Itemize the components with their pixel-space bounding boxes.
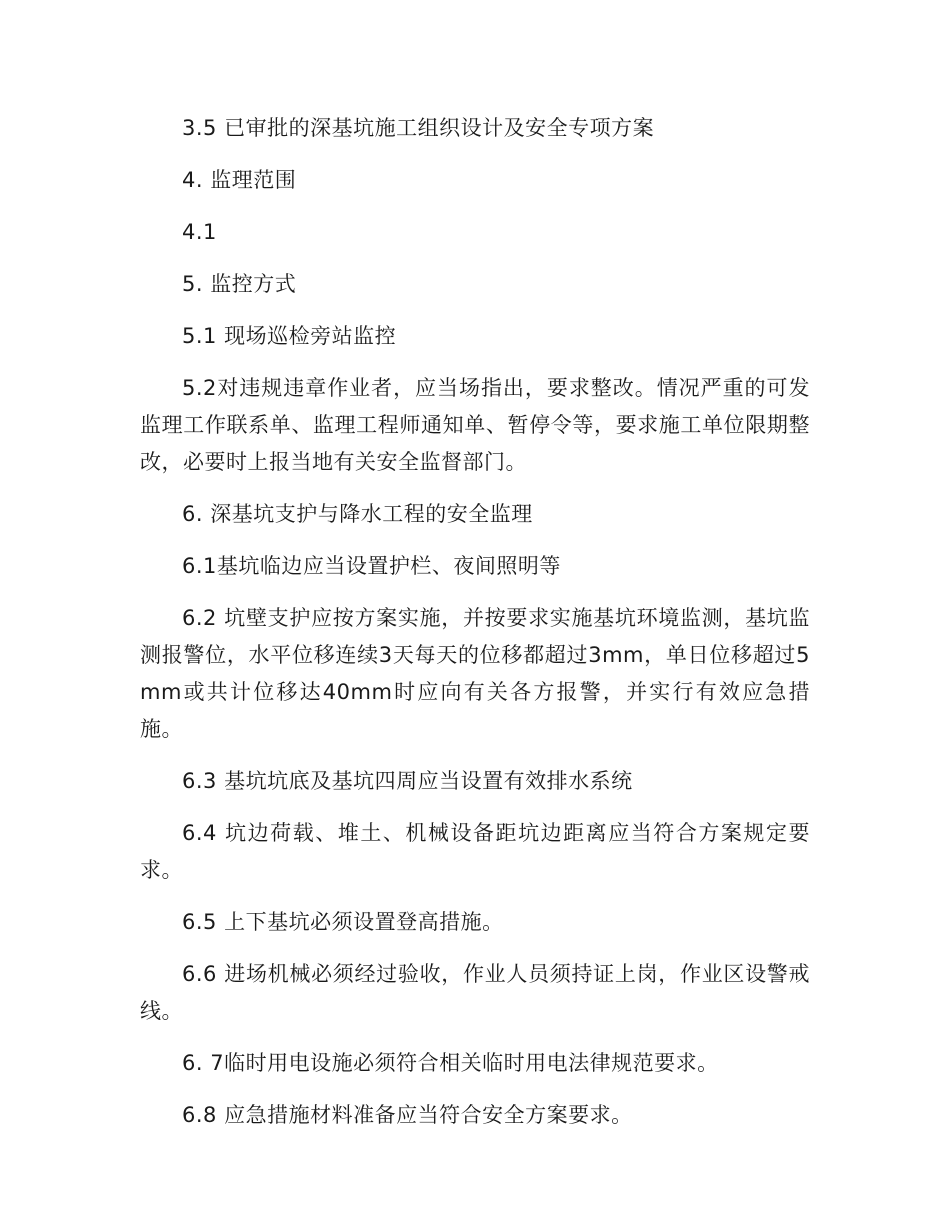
paragraph-6-1: 6.1基坑临边应当设置护栏、夜间照明等 [182, 554, 561, 578]
paragraph-6-8: 6.8 应急措施材料准备应当符合安全方案要求。 [182, 1103, 633, 1127]
paragraph-6-6: 6.6 进场机械必须经过验收，作业人员须持证上岗，作业区设警戒线。 [140, 962, 810, 1023]
paragraph-5-2: 5.2对违规违章作业者，应当场指出，要求整改。情况严重的可发监理工作联系单、监理工程师通知单、暂停令等，要求施工单位限期整改，必要时上报当地有关安全监督部门。 [140, 376, 810, 474]
heading-5-monitoring: 5. 监控方式 [182, 272, 297, 296]
paragraph-4-1: 4.1 [182, 220, 217, 244]
paragraph-6-4: 6.4 坑边荷载、堆土、机械设备距坑边距离应当符合方案规定要求。 [140, 821, 810, 882]
heading-4-scope: 4. 监理范围 [182, 168, 297, 192]
paragraph-6-7: 6. 7临时用电设施必须符合相关临时用电法律规范要求。 [182, 1051, 719, 1075]
paragraph-6-2: 6.2 坑壁支护应按方案实施，并按要求实施基坑环境监测，基坑监测报警位，水平位移连续3天每天的位移都超过3mm，单日位移超过5mm或共计位移达40mm时应向有关各方报警，并实行有效应急措施。 [140, 606, 810, 741]
heading-6-pit-safety: 6. 深基坑支护与降水工程的安全监理 [182, 502, 533, 526]
paragraph-3-5: 3.5 已审批的深基坑施工组织设计及安全专项方案 [182, 116, 655, 140]
paragraph-6-5: 6.5 上下基坑必须设置登高措施。 [182, 910, 504, 934]
paragraph-6-3: 6.3 基坑坑底及基坑四周应当设置有效排水系统 [182, 769, 633, 793]
paragraph-5-1: 5.1 现场巡检旁站监控 [182, 324, 397, 348]
